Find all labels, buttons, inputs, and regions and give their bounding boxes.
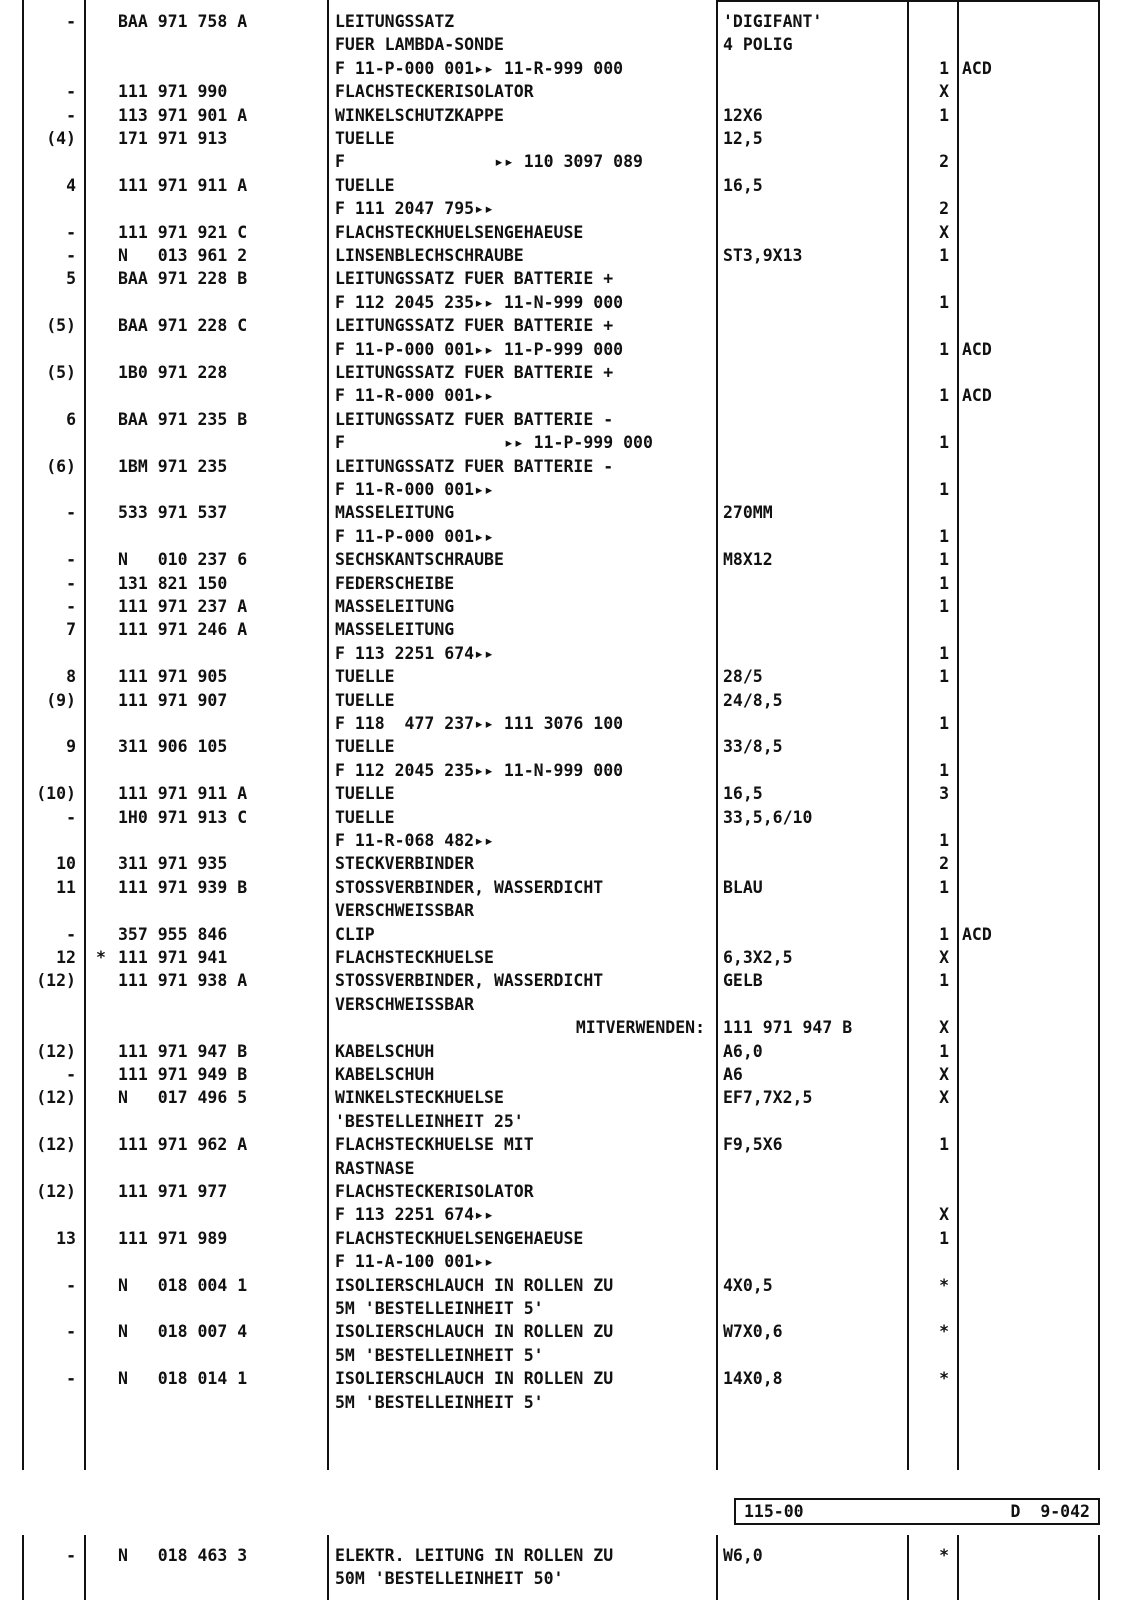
part-number: 111 971 938 A [118, 971, 248, 991]
remark: BLAU [723, 877, 763, 897]
position-number: 7 [66, 620, 76, 640]
page-code: D 9-042 [1010, 1502, 1090, 1521]
position-number: - [66, 1546, 76, 1565]
part-number: BAA 971 758 A [118, 12, 248, 31]
part-number: 111 971 947 B [118, 1041, 248, 1061]
new-part-marker: * [96, 948, 106, 967]
quantity: 1 [939, 643, 949, 663]
part-description: 5M 'BESTELLEINHEIT 5' [335, 1345, 544, 1365]
quantity: 1 [939, 924, 949, 944]
part-number: 111 971 939 B [118, 877, 248, 897]
part-number: 111 971 921 C [118, 222, 248, 242]
part-number: 1BM 971 235 [118, 456, 228, 476]
quantity: * [939, 1322, 949, 1342]
table-row [0, 501, 1141, 524]
part-description: LEITUNGSSATZ FUER BATTERIE - [335, 409, 614, 429]
table-row [0, 1016, 1141, 1039]
quantity: 1 [939, 386, 949, 406]
quantity: 1 [939, 597, 949, 616]
table-row [0, 1320, 1141, 1343]
part-description: FLACHSTECKERISOLATOR [335, 82, 534, 102]
table-row [0, 548, 1141, 571]
remark: F9,5X6 [723, 1135, 783, 1155]
table-row [0, 384, 1141, 407]
part-description: KABELSCHUH [335, 1065, 435, 1084]
position-number: (9) [46, 690, 76, 710]
position-number: (6) [46, 456, 76, 476]
quantity: 2 [939, 199, 949, 219]
part-number: 111 971 911 A [118, 175, 248, 195]
part-description: MITVERWENDEN: [575, 1018, 705, 1038]
quantity: 1 [939, 292, 949, 312]
quantity: 1 [939, 105, 949, 125]
part-number: 311 971 935 [118, 854, 228, 874]
remark: M8X12 [723, 550, 773, 570]
quantity: X [939, 222, 949, 242]
part-number: 111 971 246 A [118, 620, 248, 640]
table-row [0, 923, 1141, 946]
table-row [0, 127, 1141, 150]
quantity: * [939, 1369, 949, 1389]
quantity: 2 [939, 854, 949, 874]
part-description: 5M 'BESTELLEINHEIT 5' [335, 1299, 544, 1318]
part-number: 311 906 105 [118, 737, 228, 757]
quantity: * [939, 1546, 949, 1565]
part-number: 357 955 846 [118, 924, 228, 944]
position-number: 9 [66, 737, 76, 757]
quantity: X [939, 1018, 949, 1038]
table-row [0, 829, 1141, 852]
quantity: 1 [939, 971, 949, 991]
part-number: 111 971 989 [118, 1228, 228, 1248]
table-row [0, 993, 1141, 1016]
part-description: F 111 2047 795▸▸ [335, 199, 494, 219]
part-number: 131 821 150 [118, 573, 228, 593]
part-description: WINKELSCHUTZKAPPE [335, 105, 504, 125]
remark: 270MM [723, 503, 773, 523]
position-number: (12) [36, 1182, 76, 1201]
quantity: * [939, 1275, 949, 1295]
part-number: N 018 463 3 [118, 1546, 248, 1565]
table-row [0, 899, 1141, 922]
position-number: (12) [36, 971, 76, 991]
position-number: 13 [56, 1228, 76, 1248]
part-description: F ▸▸ 11-P-999 000 [335, 433, 653, 453]
remark: 28/5 [723, 667, 763, 687]
quantity: 1 [939, 667, 949, 687]
table-row [0, 1227, 1141, 1250]
table-row [0, 455, 1141, 478]
remark: 14X0,8 [723, 1369, 783, 1389]
quantity: X [939, 82, 949, 102]
part-description: FEDERSCHEIBE [335, 573, 455, 593]
part-description: ELEKTR. LEITUNG IN ROLLEN ZU [335, 1546, 614, 1565]
part-description: FLACHSTECKERISOLATOR [335, 1182, 534, 1201]
table-row [0, 1297, 1141, 1320]
table-row [0, 1110, 1141, 1133]
part-number: N 018 004 1 [118, 1275, 248, 1295]
part-number: N 017 496 5 [118, 1088, 248, 1108]
part-description: ISOLIERSCHLAUCH IN ROLLEN ZU [335, 1275, 614, 1295]
part-number: 113 971 901 A [118, 105, 248, 125]
table-row [0, 946, 1141, 969]
position-number: - [66, 1322, 76, 1342]
table-row [0, 338, 1141, 361]
remark: EF7,7X2,5 [723, 1088, 813, 1108]
part-description: FLACHSTECKHUELSENGEHAEUSE [335, 222, 584, 242]
part-description: MASSELEITUNG [335, 597, 455, 616]
table-row [0, 735, 1141, 758]
remark: A6,0 [723, 1041, 763, 1061]
remark: 33,5,6/10 [723, 807, 813, 827]
part-description: TUELLE [335, 807, 395, 827]
table-row [0, 852, 1141, 875]
table-row [0, 712, 1141, 735]
part-number: BAA 971 235 B [118, 409, 248, 429]
part-description: TUELLE [335, 784, 395, 804]
part-description: TUELLE [335, 129, 395, 148]
position-number: 6 [66, 409, 76, 429]
table-row [0, 1544, 1141, 1567]
table-row [0, 665, 1141, 688]
part-description: TUELLE [335, 667, 395, 687]
table-row [0, 1086, 1141, 1109]
part-number: 533 971 537 [118, 503, 228, 523]
table-row [0, 10, 1141, 33]
table-row [0, 478, 1141, 501]
position-number: - [66, 573, 76, 593]
position-number: - [66, 1065, 76, 1084]
table-row [0, 174, 1141, 197]
part-description: 'BESTELLEINHEIT 25' [335, 1111, 524, 1131]
table-row [0, 1063, 1141, 1086]
part-number: 111 971 905 [118, 667, 228, 687]
table-row [0, 1133, 1141, 1156]
part-description: ISOLIERSCHLAUCH IN ROLLEN ZU [335, 1322, 614, 1342]
remark: 4 POLIG [723, 35, 793, 55]
part-number: 111 971 941 [118, 948, 228, 967]
table-row [0, 408, 1141, 431]
part-description: WINKELSTECKHUELSE [335, 1088, 504, 1108]
part-description: TUELLE [335, 690, 395, 710]
quantity: 1 [939, 1228, 949, 1248]
part-number: BAA 971 228 C [118, 316, 248, 336]
quantity: 2 [939, 152, 949, 172]
part-number: 111 971 962 A [118, 1135, 248, 1155]
quantity: X [939, 1065, 949, 1084]
part-description: VERSCHWEISSBAR [335, 901, 475, 921]
position-number: - [66, 12, 76, 31]
table-row [0, 150, 1141, 173]
table-row [0, 806, 1141, 829]
part-description: FLACHSTECKHUELSE [335, 948, 494, 967]
part-description: FUER LAMBDA-SONDE [335, 35, 504, 55]
part-description: F 11-R-068 482▸▸ [335, 831, 494, 850]
part-description: F 112 2045 235▸▸ 11-N-999 000 [335, 292, 624, 312]
quantity: 1 [939, 433, 949, 453]
part-description: 5M 'BESTELLEINHEIT 5' [335, 1392, 544, 1412]
position-number: (12) [36, 1041, 76, 1061]
quantity: X [939, 1088, 949, 1108]
table-row [0, 689, 1141, 712]
table-row [0, 572, 1141, 595]
remark: 12,5 [723, 129, 763, 148]
remark: 24/8,5 [723, 690, 783, 710]
quantity: 1 [939, 1135, 949, 1155]
part-description: LEITUNGSSATZ [335, 12, 455, 31]
part-description: STOSSVERBINDER, WASSERDICHT [335, 971, 604, 991]
part-description: F 11-A-100 001▸▸ [335, 1252, 494, 1272]
part-description: LEITUNGSSATZ FUER BATTERIE - [335, 456, 614, 476]
table-row [0, 221, 1141, 244]
table-row [0, 1344, 1141, 1367]
position-number: 12 [56, 948, 76, 967]
table-row [0, 618, 1141, 641]
model-code: ACD [962, 339, 992, 359]
part-description: F 11-R-000 001▸▸ [335, 480, 494, 499]
quantity: 1 [939, 550, 949, 570]
position-number: - [66, 924, 76, 944]
quantity: 1 [939, 573, 949, 593]
part-description: TUELLE [335, 175, 395, 195]
quantity: 1 [939, 831, 949, 850]
remark: 6,3X2,5 [723, 948, 793, 967]
position-number: - [66, 807, 76, 827]
table-row [0, 642, 1141, 665]
part-number: 111 971 237 A [118, 597, 248, 616]
table-row [0, 1203, 1141, 1226]
position-number: - [66, 105, 76, 125]
table-row [0, 33, 1141, 56]
part-number: 111 971 907 [118, 690, 228, 710]
position-number: - [66, 1369, 76, 1389]
part-description: MASSELEITUNG [335, 620, 455, 640]
remark: A6 [723, 1065, 743, 1084]
part-description: F ▸▸ 110 3097 089 [335, 152, 643, 172]
table-row [0, 361, 1141, 384]
model-code: ACD [962, 386, 992, 406]
quantity: 1 [939, 760, 949, 780]
table-row [0, 759, 1141, 782]
part-description: F 11-P-000 001▸▸ [335, 526, 494, 546]
table-row [0, 969, 1141, 992]
quantity: X [939, 948, 949, 967]
table-row [0, 80, 1141, 103]
remark: 16,5 [723, 784, 763, 804]
part-number: N 018 007 4 [118, 1322, 248, 1342]
table-row [0, 197, 1141, 220]
part-number: BAA 971 228 B [118, 269, 248, 289]
remark: W7X0,6 [723, 1322, 783, 1342]
part-description: F 11-P-000 001▸▸ 11-R-999 000 [335, 58, 624, 78]
part-description: TUELLE [335, 737, 395, 757]
remark: GELB [723, 971, 763, 991]
table-row [0, 1367, 1141, 1390]
part-description: CLIP [335, 924, 375, 944]
table-row [0, 1157, 1141, 1180]
position-number: (5) [46, 363, 76, 382]
part-description: LEITUNGSSATZ FUER BATTERIE + [335, 316, 614, 336]
page-group: 115-00 [744, 1502, 804, 1521]
model-code: ACD [962, 924, 992, 944]
position-number: (4) [46, 129, 76, 148]
quantity: 1 [939, 480, 949, 499]
remark: 16,5 [723, 175, 763, 195]
table-row [0, 1391, 1141, 1414]
part-description: F 118 477 237▸▸ 111 3076 100 [335, 714, 624, 733]
part-description: VERSCHWEISSBAR [335, 994, 475, 1014]
part-description: LEITUNGSSATZ FUER BATTERIE + [335, 269, 614, 289]
position-number: (5) [46, 316, 76, 336]
position-number: - [66, 246, 76, 265]
table-row [0, 525, 1141, 548]
part-description: FLACHSTECKHUELSE MIT [335, 1135, 534, 1155]
part-description: FLACHSTECKHUELSENGEHAEUSE [335, 1228, 584, 1248]
position-number: 4 [66, 175, 76, 195]
part-number: 1B0 971 228 [118, 363, 228, 382]
position-number: - [66, 503, 76, 523]
position-number: - [66, 82, 76, 102]
part-description: F 113 2251 674▸▸ [335, 1205, 494, 1225]
position-number: - [66, 222, 76, 242]
part-description: STOSSVERBINDER, WASSERDICHT [335, 877, 604, 897]
table-row [0, 876, 1141, 899]
part-description: LEITUNGSSATZ FUER BATTERIE + [335, 363, 614, 382]
quantity: 1 [939, 58, 949, 78]
table-row [0, 431, 1141, 454]
table-row [0, 1567, 1141, 1590]
remark: W6,0 [723, 1546, 763, 1565]
remark: 12X6 [723, 105, 763, 125]
part-number: 111 971 949 B [118, 1065, 248, 1084]
part-description: F 11-R-000 001▸▸ [335, 386, 494, 406]
position-number: - [66, 597, 76, 616]
remark: 33/8,5 [723, 737, 783, 757]
part-description: LINSENBLECHSCHRAUBE [335, 246, 524, 265]
position-number: (12) [36, 1135, 76, 1155]
remark: ST3,9X13 [723, 246, 803, 265]
part-description: RASTNASE [335, 1158, 415, 1178]
quantity: 3 [939, 784, 949, 804]
table-row [0, 595, 1141, 618]
part-number: 171 971 913 [118, 129, 228, 148]
part-number: 111 971 911 A [118, 784, 248, 804]
part-description: F 112 2045 235▸▸ 11-N-999 000 [335, 760, 624, 780]
table-row [0, 104, 1141, 127]
quantity: 1 [939, 877, 949, 897]
table-row [0, 244, 1141, 267]
part-number: 111 971 977 [118, 1182, 228, 1201]
model-code: ACD [962, 58, 992, 78]
table-row [0, 57, 1141, 80]
quantity: 1 [939, 339, 949, 359]
table-row [0, 267, 1141, 290]
position-number: 11 [56, 877, 76, 897]
table-row [0, 1274, 1141, 1297]
remark: 4X0,5 [723, 1275, 773, 1295]
part-description: 50M 'BESTELLEINHEIT 50' [335, 1569, 564, 1589]
quantity: 1 [939, 246, 949, 265]
table-row [0, 1250, 1141, 1273]
position-number: 10 [56, 854, 76, 874]
part-description: STECKVERBINDER [335, 854, 475, 874]
table-row [0, 291, 1141, 314]
quantity: 1 [939, 526, 949, 546]
remark: 'DIGIFANT' [723, 12, 823, 31]
table-row [0, 782, 1141, 805]
page-reference-box [734, 1498, 1100, 1525]
part-description: MASSELEITUNG [335, 503, 455, 523]
position-number: (10) [36, 784, 76, 804]
part-number: 1H0 971 913 C [118, 807, 248, 827]
remark: 111 971 947 B [723, 1018, 853, 1038]
part-number: N 013 961 2 [118, 246, 248, 265]
part-description: SECHSKANTSCHRAUBE [335, 550, 504, 570]
position-number: 8 [66, 667, 76, 687]
table-row [0, 1180, 1141, 1203]
quantity: 1 [939, 714, 949, 733]
part-number: N 010 237 6 [118, 550, 248, 570]
part-number: 111 971 990 [118, 82, 228, 102]
part-number: N 018 014 1 [118, 1369, 248, 1389]
part-description: KABELSCHUH [335, 1041, 435, 1061]
table-row [0, 314, 1141, 337]
quantity: 1 [939, 1041, 949, 1061]
position-number: - [66, 1275, 76, 1295]
quantity: X [939, 1205, 949, 1225]
part-description: F 113 2251 674▸▸ [335, 643, 494, 663]
part-description: ISOLIERSCHLAUCH IN ROLLEN ZU [335, 1369, 614, 1389]
position-number: - [66, 550, 76, 570]
part-description: F 11-P-000 001▸▸ 11-P-999 000 [335, 339, 624, 359]
table-row [0, 1040, 1141, 1063]
position-number: 5 [66, 269, 76, 289]
position-number: (12) [36, 1088, 76, 1108]
